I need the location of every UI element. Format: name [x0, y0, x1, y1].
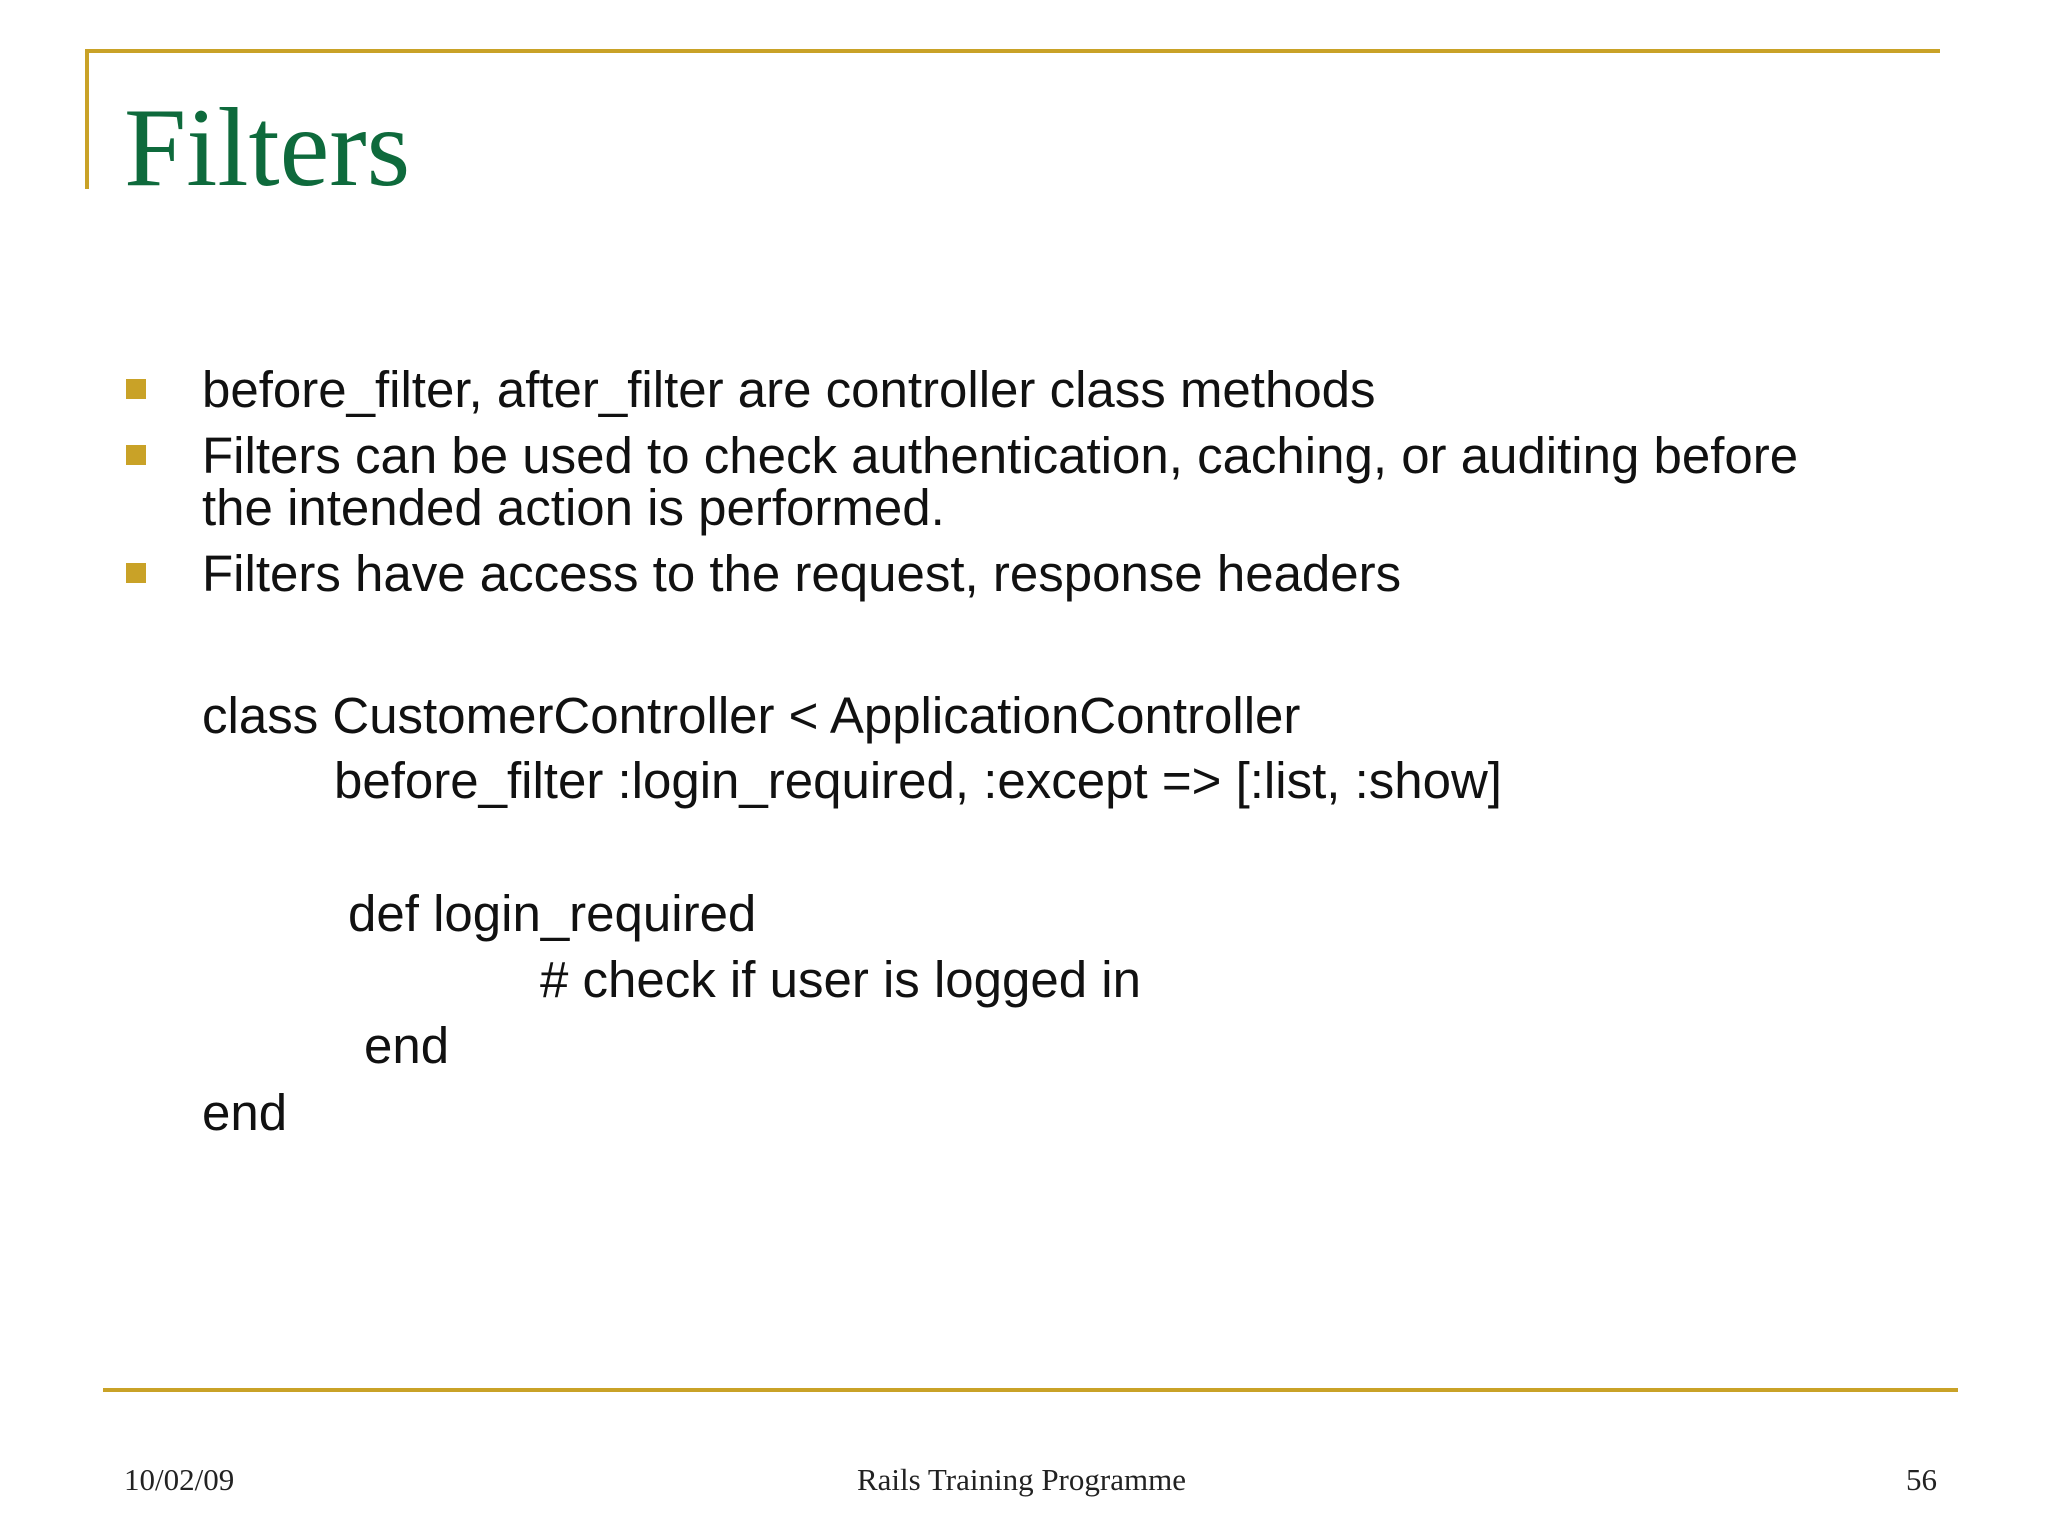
top-rule [85, 49, 1940, 53]
square-bullet-icon [126, 379, 146, 399]
code-line: end [364, 1017, 450, 1074]
bullet-text: Filters can be used to check authentication, caching, or auditing before the intended action is performed. [202, 427, 1799, 536]
bullet-list [126, 361, 1926, 614]
slide-title: Filters [124, 86, 411, 210]
bullet-text: before_filter, after_filter are controller class methods [202, 361, 1376, 418]
bullet-text: Filters have access to the request, response headers [202, 545, 1402, 602]
code-line: # check if user is logged in [540, 951, 1141, 1008]
footer-title: Rails Training Programme [857, 1462, 1186, 1497]
square-bullet-icon [126, 563, 146, 583]
page-number: 56 [1906, 1462, 1937, 1497]
square-bullet-icon [126, 445, 146, 465]
footer-date: 10/02/09 [124, 1462, 235, 1497]
code-line: before_filter :login_required, :except => [:list, :show] [334, 752, 1502, 809]
bottom-rule [103, 1388, 1958, 1392]
bullet-item [126, 361, 1926, 418]
code-line: end [202, 1084, 288, 1141]
code-line: class CustomerController < ApplicationController [202, 687, 1301, 744]
code-line: def login_required [348, 885, 757, 942]
bullet-item [126, 427, 1926, 536]
left-rule [85, 49, 89, 189]
bullet-item [126, 545, 1926, 602]
